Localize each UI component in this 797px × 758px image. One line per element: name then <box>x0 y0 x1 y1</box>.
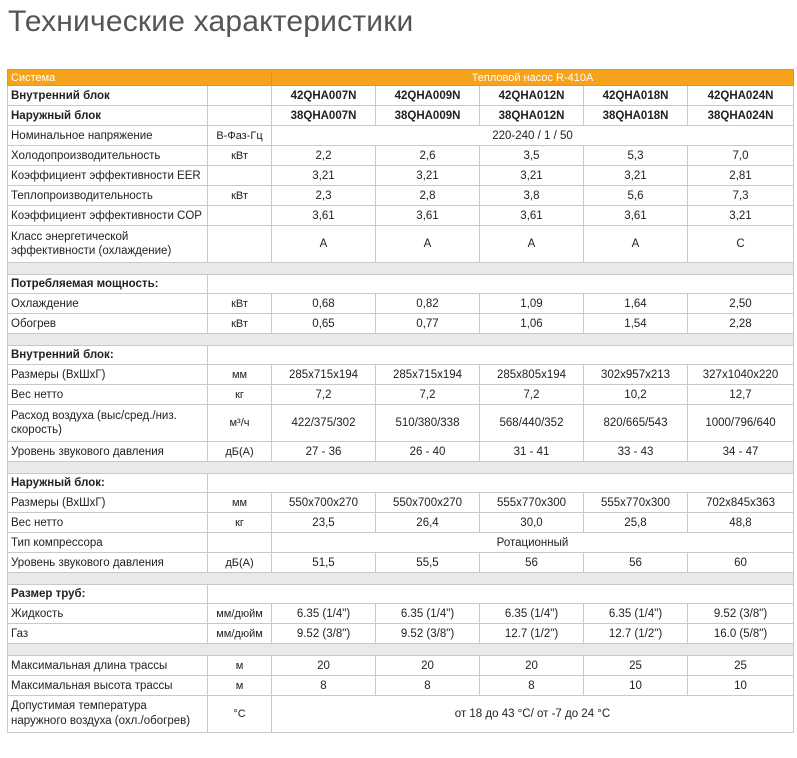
table-row <box>8 385 794 405</box>
value-cell: 33 - 43 <box>584 442 688 462</box>
table-row <box>8 294 794 314</box>
spacer-cell <box>8 263 794 275</box>
row-label: Вес нетто <box>8 513 208 533</box>
value-cell: 25,8 <box>584 513 688 533</box>
section-title: Наружный блок: <box>8 474 208 493</box>
value-cell: 302x957x213 <box>584 365 688 385</box>
row-label: Тип компрессора <box>8 533 208 553</box>
model-cell: 38QHA009N <box>376 106 480 126</box>
row-label: Уровень звукового давления <box>8 442 208 462</box>
table-row <box>8 126 794 146</box>
table-row <box>8 442 794 462</box>
value-cell: 3,21 <box>688 206 794 226</box>
table-row <box>8 533 794 553</box>
value-cell: 2,3 <box>272 186 376 206</box>
value-cell: 8 <box>480 676 584 696</box>
spec-table <box>7 69 794 733</box>
model-cell: 38QHA007N <box>272 106 376 126</box>
value-cell: 3,61 <box>584 206 688 226</box>
value-cell: 0,77 <box>376 314 480 334</box>
value-cell: 820/665/543 <box>584 405 688 442</box>
table-row <box>8 553 794 573</box>
row-label: Коэффициент эффективности EER <box>8 166 208 186</box>
spacer-cell <box>8 644 794 656</box>
model-cell: 42QHA024N <box>688 86 794 106</box>
unit-cell: кВт <box>208 146 272 166</box>
row-label: Допустимая температура наружного воздуха (охл./обогрев) <box>8 696 208 733</box>
unit-cell: мм <box>208 365 272 385</box>
model-cell: 42QHA018N <box>584 86 688 106</box>
value-cell: 5,6 <box>584 186 688 206</box>
value-cell: 0,68 <box>272 294 376 314</box>
value-cell: 2,28 <box>688 314 794 334</box>
value-cell: 6.35 (1/4") <box>272 604 376 624</box>
table-row <box>8 624 794 644</box>
spacer-row <box>8 573 794 585</box>
value-cell: 10,2 <box>584 385 688 405</box>
value-cell: 7,3 <box>688 186 794 206</box>
table-row <box>8 604 794 624</box>
section-filler <box>208 585 794 604</box>
row-label: Обогрев <box>8 314 208 334</box>
spanned-value-cell: от 18 до 43 °С/ от -7 до 24 °С <box>272 696 794 733</box>
unit-cell: дБ(А) <box>208 553 272 573</box>
section-header-row <box>8 585 794 604</box>
value-cell: 702x845x363 <box>688 493 794 513</box>
spanned-value-cell: 220-240 / 1 / 50 <box>272 126 794 146</box>
value-cell: 9.52 (3/8") <box>688 604 794 624</box>
table-row <box>8 696 794 733</box>
value-cell: 2,50 <box>688 294 794 314</box>
value-cell: 5,3 <box>584 146 688 166</box>
model-cell: 42QHA012N <box>480 86 584 106</box>
value-cell: 55,5 <box>376 553 480 573</box>
section-header-row <box>8 275 794 294</box>
unit-cell: м <box>208 656 272 676</box>
value-cell: 27 - 36 <box>272 442 376 462</box>
value-cell: 3,8 <box>480 186 584 206</box>
value-cell: 1,64 <box>584 294 688 314</box>
value-cell: 0,82 <box>376 294 480 314</box>
unit-cell: В-Фаз-Гц <box>208 126 272 146</box>
model-cell: 42QHA009N <box>376 86 480 106</box>
value-cell: 20 <box>480 656 584 676</box>
value-cell: 10 <box>688 676 794 696</box>
value-cell: 48,8 <box>688 513 794 533</box>
value-cell: 0,65 <box>272 314 376 334</box>
value-cell: 16.0 (5/8") <box>688 624 794 644</box>
spec-table-container <box>7 69 793 733</box>
value-cell: 1,54 <box>584 314 688 334</box>
value-cell: 12,7 <box>688 385 794 405</box>
value-cell: 3,21 <box>272 166 376 186</box>
spacer-cell <box>8 573 794 585</box>
unit-cell: м <box>208 676 272 696</box>
unit-cell: кВт <box>208 186 272 206</box>
value-cell: 2,2 <box>272 146 376 166</box>
value-cell: 10 <box>584 676 688 696</box>
value-cell: 51,5 <box>272 553 376 573</box>
section-filler <box>208 474 794 493</box>
value-cell: 60 <box>688 553 794 573</box>
value-cell: 510/380/338 <box>376 405 480 442</box>
value-cell: 1000/796/640 <box>688 405 794 442</box>
page-title: Технические характеристики <box>8 5 414 38</box>
value-cell: 20 <box>272 656 376 676</box>
value-cell: 23,5 <box>272 513 376 533</box>
row-label: Номинальное напряжение <box>8 126 208 146</box>
value-cell: A <box>272 226 376 263</box>
row-label: Охлаждение <box>8 294 208 314</box>
value-cell: 31 - 41 <box>480 442 584 462</box>
value-cell: 3,21 <box>376 166 480 186</box>
table-row <box>8 166 794 186</box>
spanned-value-cell: Ротационный <box>272 533 794 553</box>
table-row <box>8 513 794 533</box>
header-system: Система <box>8 70 272 86</box>
unit-cell: °С <box>208 696 272 733</box>
value-cell: 26 - 40 <box>376 442 480 462</box>
value-cell: 56 <box>480 553 584 573</box>
row-label: Наружный блок <box>8 106 208 126</box>
unit-cell: кВт <box>208 294 272 314</box>
table-header-row <box>8 70 794 86</box>
value-cell: C <box>688 226 794 263</box>
value-cell: A <box>376 226 480 263</box>
value-cell: 285x805x194 <box>480 365 584 385</box>
value-cell: 1,09 <box>480 294 584 314</box>
value-cell: 2,81 <box>688 166 794 186</box>
row-label: Максимальная высота трассы <box>8 676 208 696</box>
value-cell: 7,2 <box>480 385 584 405</box>
section-title: Внутренний блок: <box>8 346 208 365</box>
spacer-cell <box>8 462 794 474</box>
table-row <box>8 314 794 334</box>
row-label: Размеры (ВхШхГ) <box>8 365 208 385</box>
value-cell: 7,2 <box>376 385 480 405</box>
value-cell: 6.35 (1/4") <box>376 604 480 624</box>
table-row <box>8 676 794 696</box>
value-cell: 3,61 <box>480 206 584 226</box>
model-cell: 38QHA018N <box>584 106 688 126</box>
value-cell: 56 <box>584 553 688 573</box>
section-header-row <box>8 474 794 493</box>
value-cell: 34 - 47 <box>688 442 794 462</box>
value-cell: 8 <box>272 676 376 696</box>
row-label: Максимальная длина трассы <box>8 656 208 676</box>
value-cell: A <box>584 226 688 263</box>
header-heat-pump: Тепловой насос R-410A <box>272 70 794 86</box>
value-cell: 550x700x270 <box>376 493 480 513</box>
section-title: Размер труб: <box>8 585 208 604</box>
value-cell: 25 <box>688 656 794 676</box>
unit-cell: мм <box>208 493 272 513</box>
unit-cell: дБ(А) <box>208 442 272 462</box>
value-cell: 6.35 (1/4") <box>480 604 584 624</box>
value-cell: 30,0 <box>480 513 584 533</box>
unit-cell <box>208 206 272 226</box>
value-cell: 422/375/302 <box>272 405 376 442</box>
value-cell: 550x700x270 <box>272 493 376 513</box>
unit-cell: м³/ч <box>208 405 272 442</box>
unit-cell: кг <box>208 513 272 533</box>
row-label: Газ <box>8 624 208 644</box>
row-label: Внутренний блок <box>8 86 208 106</box>
row-label: Класс энергетической эффективности (охлаждение) <box>8 226 208 263</box>
unit-cell <box>208 226 272 263</box>
table-row <box>8 405 794 442</box>
row-label: Теплопроизводительность <box>8 186 208 206</box>
value-cell: 3,61 <box>376 206 480 226</box>
spacer-row <box>8 334 794 346</box>
row-label: Холодопроизводительность <box>8 146 208 166</box>
section-filler <box>208 346 794 365</box>
row-label: Коэффициент эффективности COP <box>8 206 208 226</box>
value-cell: 20 <box>376 656 480 676</box>
row-label: Жидкость <box>8 604 208 624</box>
indoor-model-row <box>8 86 794 106</box>
value-cell: 3,61 <box>272 206 376 226</box>
value-cell: 12.7 (1/2") <box>584 624 688 644</box>
value-cell: 9.52 (3/8") <box>272 624 376 644</box>
row-label: Расход воздуха (выс/сред./низ. скорость) <box>8 405 208 442</box>
unit-cell: кВт <box>208 314 272 334</box>
value-cell: 7,2 <box>272 385 376 405</box>
value-cell: 3,5 <box>480 146 584 166</box>
value-cell: 26,4 <box>376 513 480 533</box>
value-cell: 285x715x194 <box>272 365 376 385</box>
unit-cell <box>208 533 272 553</box>
unit-cell <box>208 86 272 106</box>
model-cell: 38QHA012N <box>480 106 584 126</box>
table-row <box>8 186 794 206</box>
section-filler <box>208 275 794 294</box>
value-cell: 7,0 <box>688 146 794 166</box>
row-label: Уровень звукового давления <box>8 553 208 573</box>
table-row <box>8 365 794 385</box>
unit-cell <box>208 106 272 126</box>
value-cell: 555x770x300 <box>480 493 584 513</box>
value-cell: 327x1040x220 <box>688 365 794 385</box>
spacer-cell <box>8 334 794 346</box>
unit-cell: мм/дюйм <box>208 604 272 624</box>
table-row <box>8 226 794 263</box>
value-cell: 555x770x300 <box>584 493 688 513</box>
value-cell: 25 <box>584 656 688 676</box>
outdoor-model-row <box>8 106 794 126</box>
unit-cell: кг <box>208 385 272 405</box>
table-row <box>8 656 794 676</box>
value-cell: 3,21 <box>480 166 584 186</box>
model-cell: 38QHA024N <box>688 106 794 126</box>
table-row <box>8 206 794 226</box>
unit-cell <box>208 166 272 186</box>
value-cell: 3,21 <box>584 166 688 186</box>
value-cell: 2,8 <box>376 186 480 206</box>
spacer-row <box>8 462 794 474</box>
spacer-row <box>8 263 794 275</box>
table-row <box>8 493 794 513</box>
section-title: Потребляемая мощность: <box>8 275 208 294</box>
row-label: Вес нетто <box>8 385 208 405</box>
row-label: Размеры (ВхШхГ) <box>8 493 208 513</box>
value-cell: 1,06 <box>480 314 584 334</box>
value-cell: 568/440/352 <box>480 405 584 442</box>
value-cell: 8 <box>376 676 480 696</box>
table-row <box>8 146 794 166</box>
section-header-row <box>8 346 794 365</box>
value-cell: 6.35 (1/4") <box>584 604 688 624</box>
model-cell: 42QHA007N <box>272 86 376 106</box>
value-cell: 2,6 <box>376 146 480 166</box>
value-cell: 285x715x194 <box>376 365 480 385</box>
value-cell: A <box>480 226 584 263</box>
value-cell: 9.52 (3/8") <box>376 624 480 644</box>
spacer-row <box>8 644 794 656</box>
unit-cell: мм/дюйм <box>208 624 272 644</box>
value-cell: 12.7 (1/2") <box>480 624 584 644</box>
